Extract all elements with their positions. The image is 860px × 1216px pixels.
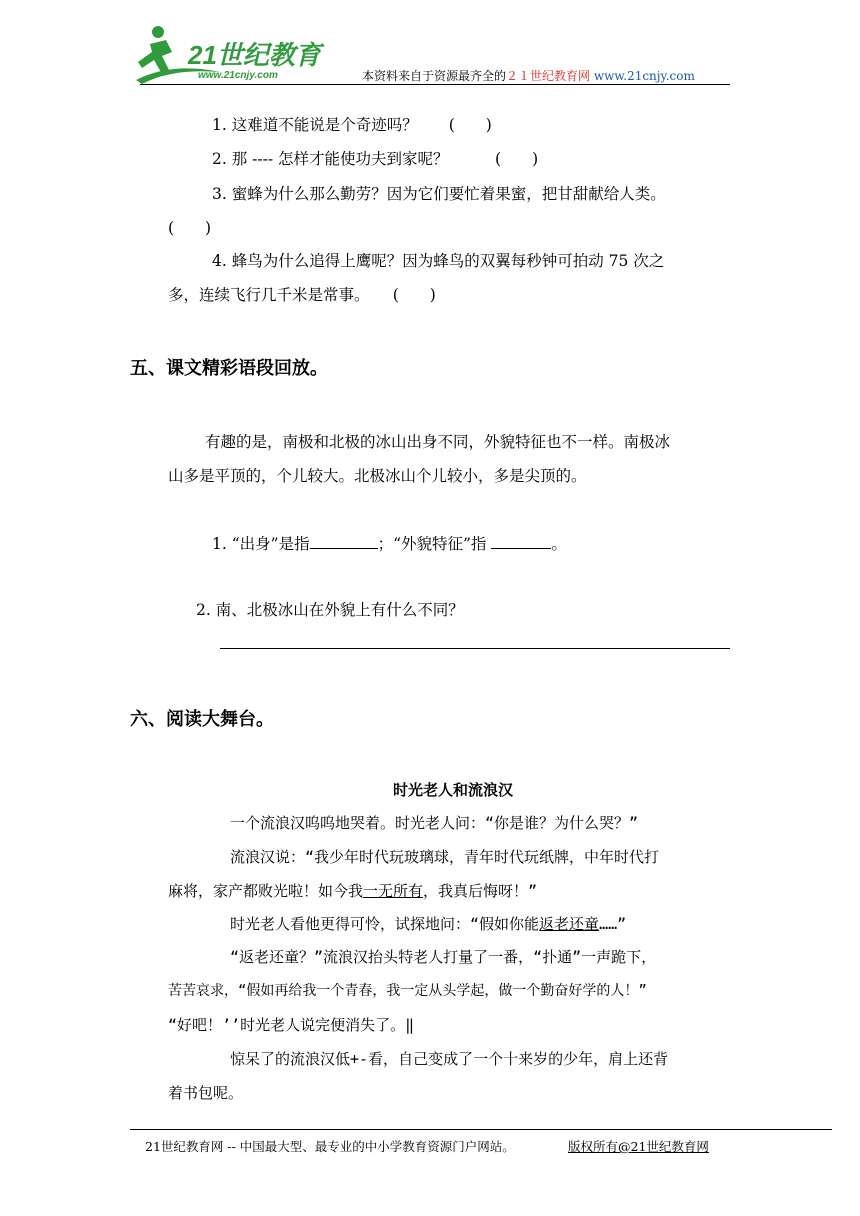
story-p2-text-a: 麻将，家产都败光啦！如今我 [168, 882, 364, 900]
story-p2-text-b: ，我真后悔呀！” [423, 882, 538, 900]
logo-figure-head [152, 26, 164, 38]
footer-text: 21世纪教育网 -- 中国最大型、最专业的中小学教育资源门户网站。 [145, 1139, 515, 1154]
site-logo [132, 22, 342, 90]
story-p3-text-a: 时光老人看他更得可怜，试探地问：“假如你能 [230, 915, 540, 933]
story-paragraph-4-line-1: “返老还童？”流浪汉抬头特老人打量了一番，“扑通”一声跪下， [230, 948, 657, 966]
section-6-heading: 六、阅读大舞台。 [130, 709, 274, 730]
q4-item-3-cont: ( ) [168, 219, 212, 237]
logo-text: 21世纪教育 [188, 40, 321, 70]
footer-divider [130, 1129, 832, 1130]
q5-item-1-text-b: ；“外貌特征”指 [377, 535, 492, 553]
q4-item-4-cont: 多，连续飞行几千米是常事。 ( ) [168, 286, 436, 304]
q5-item-2: 2. 南、北极冰山在外貌上有什么不同？ [196, 601, 464, 619]
logo-url: www.21cnjy.com [198, 70, 278, 81]
header-divider [140, 84, 730, 85]
passage-line-1: 有趣的是，南极和北极的冰山出身不同，外貌特征也不一样。南极冰 [205, 433, 671, 451]
answer-blank-2[interactable] [491, 534, 551, 549]
story-paragraph-3 [230, 913, 626, 934]
q5-item-1-text-a: 1. “出身”是指 [212, 535, 310, 553]
footer-copyright-link[interactable]: 版权所有@21世纪教育网 [568, 1139, 709, 1154]
header-tagline-prefix: 本资料来自于资源最齐全的 [362, 69, 507, 83]
answer-blank-1[interactable] [310, 534, 378, 549]
story-p2-underlined: 一无所有 [363, 882, 424, 900]
section-5-heading: 五、课文精彩语段回放。 [130, 358, 328, 379]
story-p3-text-b: ……” [599, 915, 627, 933]
q4-item-2: 2. 那 ---- 怎样才能使功夫到家呢？ ( ) [212, 150, 539, 168]
story-paragraph-5: “好吧！’’时光老人说完便消失了。‖ [168, 1016, 415, 1034]
story-title: 时光老人和流浪汉 [393, 781, 514, 799]
story-paragraph-2-line-1: 流浪汉说：“我少年时代玩玻璃球，青年时代玩纸牌，中年时代打 [230, 848, 660, 866]
header-brand-link[interactable]: ２１世纪教育网 [506, 69, 591, 83]
passage-line-2: 山多是平顶的，个儿较大。北极冰山个儿较小，多是尖顶的。 [168, 467, 587, 485]
q4-item-3: 3. 蜜蜂为什么那么勤劳？因为它们要忙着果蜜，把甘甜献给人类。 [212, 185, 666, 203]
story-p3-underlined: 返老还童 [539, 915, 600, 933]
header-tagline [362, 67, 695, 84]
logo-figure-body [138, 40, 172, 74]
q4-item-4: 4. 蜂鸟为什么追得上鹰呢？因为蜂鸟的双翼每秒钟可拍动 75 次之 [212, 252, 665, 270]
q4-item-1: 1. 这难道不能说是个奇迹吗？ ( ) [212, 116, 492, 134]
q5-item-1 [212, 532, 567, 554]
story-paragraph-6-line-2: 着书包呢。 [168, 1084, 244, 1102]
story-paragraph-2-line-2 [168, 880, 537, 901]
story-paragraph-4-line-2: 苦苦哀求，“假如再给我一个青春，我一定从头学起，做一个勤奋好学的人！” [168, 983, 647, 999]
q5-item-1-text-c: 。 [551, 535, 567, 553]
answer-line[interactable] [220, 648, 730, 649]
story-paragraph-1: 一个流浪汉呜呜地哭着。时光老人问：“你是谁？为什么哭？” [230, 814, 639, 832]
header-url-link[interactable]: www.21cnjy.com [593, 69, 695, 83]
story-paragraph-6-line-1: 惊呆了的流浪汉低+-看，自己变成了一个十来岁的少年，肩上还背 [230, 1050, 669, 1068]
